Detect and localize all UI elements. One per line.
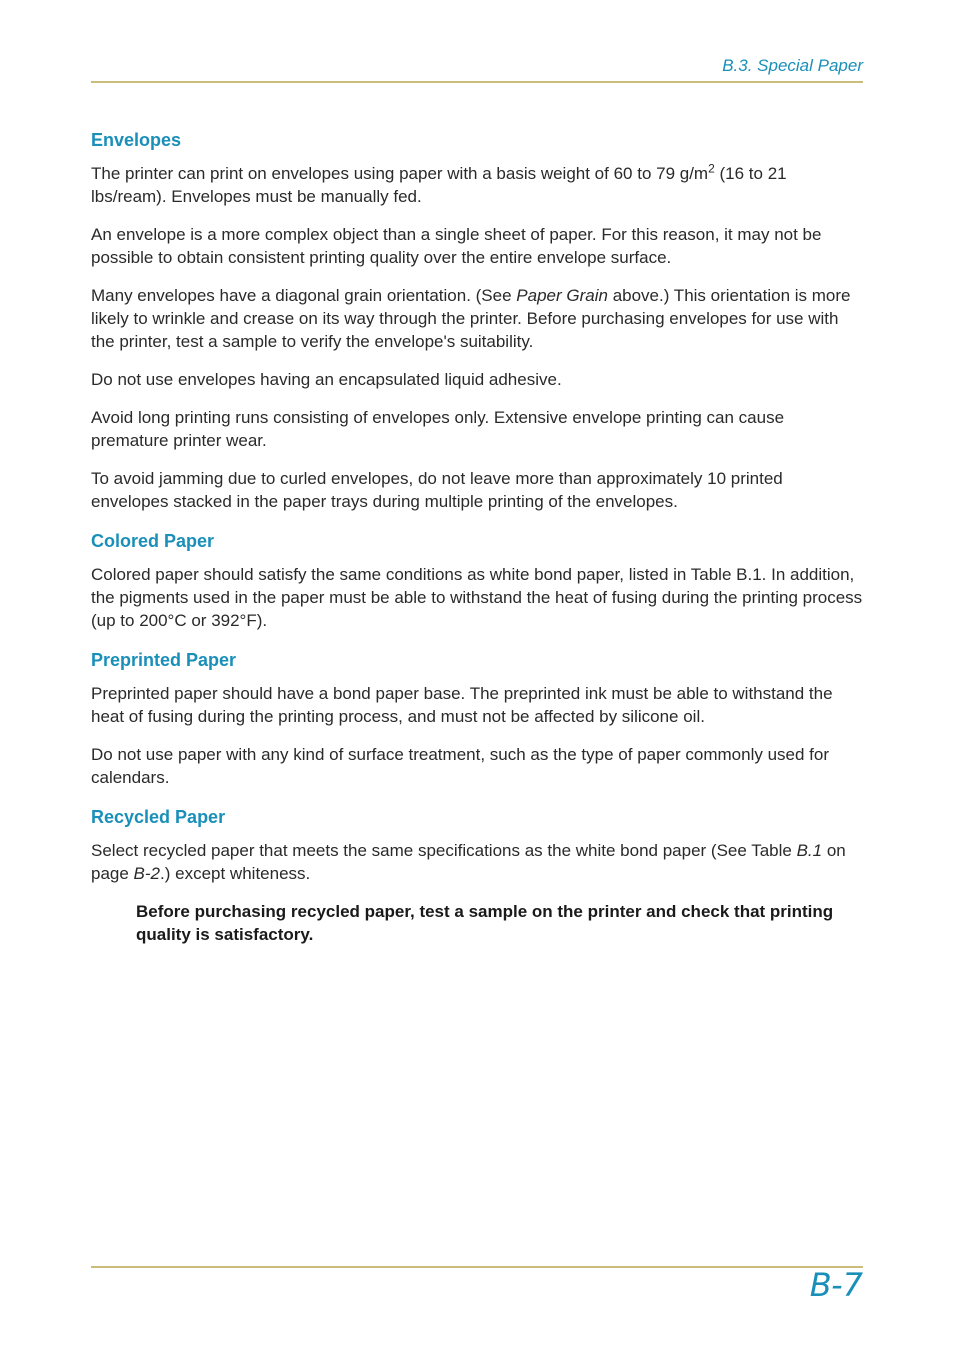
running-head: B.3. Special Paper (722, 56, 863, 75)
paragraph: Do not use paper with any kind of surface treatment, such as the type of paper commonly used for calendars. (91, 745, 830, 787)
page-content (91, 127, 864, 961)
paragraph: An envelope is a more complex object than a single sheet of paper. For this reason, it may not be possible to obtain consistent printing quality over the entire envelope surface. (91, 225, 822, 267)
superscript: 2 (708, 161, 715, 176)
paragraph: Select recycled paper that meets the same specifications as the white bond paper (See Table B.1 on page B-2.) except whiteness. (91, 841, 846, 883)
paragraph: Colored paper should satisfy the same conditions as white bond paper, listed in Table B.1. In addition, the pigments used in the paper must be able to withstand the heat of fusing during the printing process (up to 200°C or 392°F). (91, 565, 863, 630)
section-envelopes (91, 127, 864, 513)
section-preprinted-paper (91, 647, 864, 789)
cross-reference: B-2 (133, 864, 161, 883)
section-heading: Preprinted Paper (91, 650, 237, 670)
paragraph: Many envelopes have a diagonal grain orientation. (See Paper Grain above.) This orientation is more likely to wrinkle and crease on its way through the printer. Before purchasing envelopes for use with the printer, test a sample to verify the envelope's suitability. (91, 286, 851, 351)
cross-reference: Paper Grain (516, 286, 608, 305)
header-rule (91, 81, 863, 83)
paragraph: The printer can print on envelopes using paper with a basis weight of 60 to 79 $g/m^2$ (16 to 21 lbs/ream). Envelopes must be manually fed. (91, 161, 787, 206)
section-heading: Colored Paper (91, 531, 215, 551)
paragraph: Avoid long printing runs consisting of envelopes only. Extensive envelope printing can cause premature printer wear. (91, 408, 785, 450)
section-colored-paper (91, 528, 864, 632)
cross-reference: B.1 (796, 841, 823, 860)
paragraph: Preprinted paper should have a bond paper base. The preprinted ink must be able to withstand the heat of fusing during the printing process, and must not be affected by silicone oil. (91, 684, 833, 726)
paragraph: Do not use envelopes having an encapsulated liquid adhesive. (91, 370, 562, 389)
section-heading: Envelopes (91, 130, 182, 150)
note: Before purchasing recycled paper, test a sample on the printer and check that printing quality is satisfactory. (136, 902, 834, 944)
section-heading: Recycled Paper (91, 807, 226, 827)
paragraph: To avoid jamming due to curled envelopes, do not leave more than approximately 10 printed envelopes stacked in the paper trays during multiple printing of the envelopes. (91, 469, 783, 511)
section-recycled-paper (91, 804, 864, 946)
footer-rule (91, 1266, 863, 1268)
page-number: B-7 (809, 1266, 863, 1304)
